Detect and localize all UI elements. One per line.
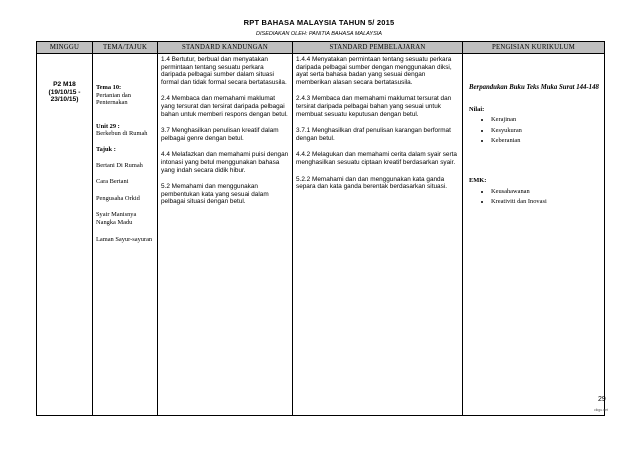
tajuk-item: Laman Sayur-sayuran <box>96 235 153 243</box>
tema-cell <box>93 54 158 416</box>
list-item: • Kreativiti dan Inovasi <box>491 198 601 206</box>
nilai-list <box>469 116 601 145</box>
unit-value: Berkebun di Rumah <box>96 130 148 138</box>
week-range-end: 23/10/15) <box>50 96 79 104</box>
tajuk-item: Bertani Di Rumah <box>96 161 143 169</box>
tajuk-item: Pengusaha Orkid <box>96 194 140 202</box>
list-item: • Kerajinan <box>491 116 601 124</box>
header-minggu: MINGGU <box>37 42 93 54</box>
list-item: • Kesyukuran <box>491 127 601 135</box>
minggu-cell <box>37 54 93 416</box>
page-number: 29 <box>598 396 606 403</box>
list-item: • Keberanian <box>491 137 601 145</box>
pembelajaran-item: 5.2.2 Memahami dan dan menggunakan kata ganda separa dan kata ganda berentak berdasarkan situasi. <box>296 175 447 191</box>
pembelajaran-item: 1.4.4 Menyatakan permintaan tentang sesuatu perkara daripada pelbagai sumber dengan menggunakan diksi, ayat serta bahasa badan yang sesuai dengan memberikan alasan secara bertatasusila. <box>296 56 452 86</box>
source-label: cikgu.net <box>594 408 609 412</box>
tajuk-item: Syair Manisnya Nangka Madu <box>96 211 137 226</box>
kandungan-item: 5.2 Memahami dan menggunakan pembentukan kata yang sesuai dalam pelbagai situasi dengan betul. <box>161 183 269 206</box>
list-item: • Keusahawanan <box>491 188 601 196</box>
textbook-reference: Berpandukan Buku Teks Muka Surat 144-148 <box>469 84 599 91</box>
pengisian-cell <box>463 54 605 416</box>
rpt-table <box>36 41 605 416</box>
tema-value: Pertanian dan Penternakan <box>96 91 131 107</box>
unit-label: Unit 29 : <box>96 122 120 130</box>
nilai-label: Nilai: <box>469 105 485 113</box>
pembelajaran-item: 2.4.3 Membaca dan memahami maklumat tersurat dan tersirat daripada pelbagai bahan yang sesuai untuk membuat sesuatu keputusan dengan betul. <box>296 95 452 118</box>
pembelajaran-cell <box>293 54 463 416</box>
table-header-row <box>37 42 605 54</box>
emk-label: EMK: <box>469 176 487 184</box>
pembelajaran-item: 4.4.2 Melagukan dan memahami cerita dalam syair serta menghasilkan sesuatu ciptaan kreatif berdasarkan syair. <box>296 151 457 166</box>
tajuk-label: Tajuk : <box>96 145 116 153</box>
header-standard-kandungan: STANDARD KANDUNGAN <box>158 42 293 54</box>
tajuk-item: Cara Bertani <box>96 178 129 186</box>
header-standard-pembelajaran: STANDARD PEMBELAJARAN <box>293 42 463 54</box>
kandungan-item: 2.4 Membaca dan memahami maklumat yang tersurat dan tersirat daripada pelbagai bahan untuk memberi respons dengan betul. <box>161 95 288 118</box>
week-range-start: (19/10/15 - <box>48 88 81 96</box>
emk-list <box>469 188 601 206</box>
pembelajaran-item: 3.7.1 Menghasilkan draf penulisan karangan berformat dengan betul. <box>296 127 451 142</box>
kandungan-item: 3.7 Menghasilkan penulisan kreatif dalam pelbagai genre dengan betul. <box>161 127 279 142</box>
kandungan-item: 1.4 Bertutur, berbual dan menyatakan permintaan tentang sesuatu perkara daripada pelbagai sumber dalam situasi formal dan tidak formal secara bertatasusila. <box>161 56 287 86</box>
document-title: RPT BAHASA MALAYSIA TAHUN 5/ 2015 <box>243 18 395 27</box>
kandungan-item: 4.4 Melafazkan dan memahami puisi dengan intonasi yang betul menggunakan bahasa yang indah secara didik hibur. <box>161 151 289 174</box>
document-subtitle: DISEDIAKAN OLEH: PANITIA BAHASA MALAYSIA <box>256 31 382 37</box>
kandungan-cell <box>158 54 293 416</box>
header-tema-tajuk: TEMA/TAJUK <box>93 42 158 54</box>
header-pengisian-kurikulum: PENGISIAN KURIKULUM <box>463 42 605 54</box>
table-row <box>37 54 605 416</box>
week-label: P2 M18 <box>53 81 76 88</box>
tema-label: Tema 10: <box>96 84 122 91</box>
